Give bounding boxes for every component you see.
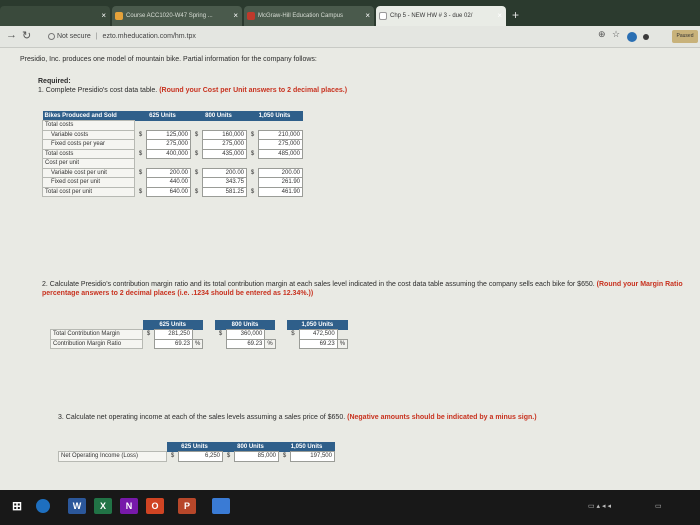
answer-input[interactable]: 261.90 (259, 178, 303, 188)
answer-input[interactable]: 360,000 (227, 330, 265, 340)
empty-cell (203, 159, 247, 169)
currency-sign: $ (250, 150, 255, 157)
currency-sign (287, 339, 299, 349)
q1-prompt-text: 1. Complete Presidio's cost data table. (38, 87, 158, 94)
column-header: 1,050 Units (287, 320, 347, 330)
table-row (43, 187, 303, 197)
star-icon[interactable]: ☆ (612, 29, 621, 39)
answer-input[interactable]: 435,000 (203, 149, 247, 159)
currency-sign (191, 121, 203, 131)
answer-input[interactable]: 6,250 (179, 452, 223, 462)
answer-input[interactable]: 275,000 (203, 140, 247, 150)
q2-prompt (42, 280, 692, 298)
currency-sign (135, 140, 147, 150)
new-tab-button[interactable]: + (512, 8, 520, 22)
info-circle-icon (48, 33, 55, 40)
row-label: Fixed cost per unit (43, 178, 135, 188)
q3-prompt-text: 3. Calculate net operating income at each of the sales levels assuming a sales price of $650. (58, 414, 346, 421)
row-label: Total Contribution Margin (51, 330, 143, 340)
answer-input[interactable]: 275,000 (147, 140, 191, 150)
windows-taskbar (0, 490, 700, 525)
tray-notification-icon[interactable]: ▭ (655, 503, 662, 510)
currency-sign: $ (194, 150, 199, 157)
column-spacer (275, 339, 287, 349)
windows-start-icon[interactable]: ⊞ (11, 499, 23, 513)
url-separator: | (95, 33, 98, 40)
cost-table-body (43, 121, 303, 197)
currency-sign: $ (291, 331, 295, 338)
q3-hint: (Negative amounts should be indicated by a minus sign.) (347, 414, 537, 421)
column-header: Bikes Produced and Sold (43, 111, 135, 121)
column-spacer (275, 330, 287, 340)
answer-input[interactable]: 200.00 (259, 168, 303, 178)
column-spacer (203, 330, 215, 340)
reload-icon[interactable]: ↻ (22, 30, 32, 42)
column-header: 625 Units (135, 111, 191, 121)
page-content (0, 48, 700, 490)
currency-sign: $ (218, 331, 223, 338)
row-label: Total costs (43, 149, 135, 159)
browser-tab-bar (0, 0, 700, 26)
contribution-table-body (51, 330, 348, 349)
currency-sign: $ (194, 169, 199, 176)
q3-prompt (58, 414, 537, 421)
table-row (43, 130, 303, 140)
intro-text: Presidio, Inc. produces one model of mountain bike. Partial information for the company follows: (20, 56, 317, 63)
answer-input[interactable]: 281,250 (155, 330, 193, 340)
address-bar-row (0, 26, 700, 48)
close-tab-icon[interactable]: × (101, 11, 106, 20)
cost-data-table (42, 111, 303, 197)
answer-input[interactable]: 485,000 (259, 149, 303, 159)
tab-course[interactable] (112, 6, 242, 26)
answer-input[interactable]: 581.25 (203, 187, 247, 197)
q2-prompt-text: 2. Calculate Presidio's contribution margin ratio and its total contribution margin at each sales level indicated in the cost data table assuming the company sells each bike for $650. (42, 281, 595, 288)
row-label: Variable cost per unit (43, 168, 135, 178)
contribution-margin-table (50, 320, 348, 349)
answer-input[interactable]: 125,000 (147, 130, 191, 140)
empty-cell (203, 121, 247, 131)
currency-sign: $ (138, 131, 143, 138)
table-row (43, 168, 303, 178)
currency-sign (247, 140, 259, 150)
currency-sign: $ (250, 131, 255, 138)
currency-sign: $ (138, 150, 143, 157)
answer-input[interactable]: 343.75 (203, 178, 247, 188)
tab-label: Chp 5 - NEW HW # 3 - due 02/ (390, 13, 473, 19)
answer-input[interactable]: 160,000 (203, 130, 247, 140)
column-header: 625 Units (143, 320, 203, 330)
currency-sign: $ (226, 453, 231, 460)
empty-cell (147, 121, 191, 131)
currency-sign: $ (194, 131, 199, 138)
tab-label: McGraw-Hill Education Campus (258, 13, 344, 19)
empty-cell (259, 121, 303, 131)
currency-sign: $ (250, 169, 255, 176)
header-spacer (275, 320, 287, 330)
empty-cell (259, 159, 303, 169)
percent-sign: % (337, 339, 347, 349)
currency-sign (247, 121, 259, 131)
url-field[interactable] (48, 30, 568, 44)
word-app-icon[interactable]: W (68, 498, 86, 514)
empty-cell (337, 330, 347, 340)
empty-cell (265, 330, 275, 340)
table-header-row (59, 442, 335, 452)
cortana-icon[interactable] (36, 499, 50, 513)
row-label: Fixed costs per year (43, 140, 135, 150)
currency-sign (247, 178, 259, 188)
row-label: Cost per unit (43, 159, 135, 169)
currency-sign (135, 159, 147, 169)
table-row (43, 140, 303, 150)
header-spacer (59, 442, 167, 452)
row-label: Net Operating Income (Loss) (59, 452, 167, 462)
tab-pinned[interactable] (0, 6, 110, 26)
currency-sign (135, 178, 147, 188)
table-row (51, 339, 348, 349)
table-row (51, 330, 348, 340)
extension-icon[interactable] (627, 32, 637, 42)
currency-sign: $ (138, 169, 143, 176)
net-operating-income-table (58, 442, 335, 462)
row-label: Total cost per unit (43, 187, 135, 197)
currency-sign (143, 339, 155, 349)
close-tab-icon[interactable]: × (365, 11, 370, 20)
currency-sign (247, 159, 259, 169)
table-header-row (51, 320, 348, 330)
currency-sign (191, 178, 203, 188)
answer-input[interactable]: 472,500 (299, 330, 337, 340)
mcgraw-hill-favicon-icon (247, 12, 255, 20)
required-label: Required: (38, 78, 71, 85)
excel-app-icon[interactable]: X (94, 498, 112, 514)
currency-sign: $ (138, 188, 143, 195)
header-spacer (203, 320, 215, 330)
zoom-icon[interactable]: ⊕ (598, 29, 606, 39)
tray-icons[interactable]: ▭ ▴ ◂ ◂ (588, 503, 611, 510)
tab-mcgraw-hill[interactable] (244, 6, 374, 26)
column-header: 1,050 Units (247, 111, 303, 121)
column-header: 1,050 Units (279, 442, 335, 452)
currency-sign: $ (146, 331, 151, 338)
answer-input[interactable]: 197,500 (291, 452, 335, 462)
column-spacer (203, 339, 215, 349)
answer-input[interactable]: 69.23 (299, 339, 337, 349)
currency-sign (215, 339, 227, 349)
document-favicon-icon (379, 12, 387, 20)
answer-input[interactable]: 200.00 (147, 168, 191, 178)
onenote-app-icon[interactable]: N (120, 498, 138, 514)
close-tab-icon[interactable]: × (497, 11, 502, 20)
answer-input[interactable]: 69.23 (227, 339, 265, 349)
table-header-row (43, 111, 303, 121)
answer-input[interactable]: 640.00 (147, 187, 191, 197)
table-row (43, 149, 303, 159)
outlook-app-icon[interactable]: O (146, 498, 164, 514)
table-row (59, 452, 335, 462)
empty-cell (147, 159, 191, 169)
answer-input[interactable]: 69.23 (155, 339, 193, 349)
q1-prompt (38, 87, 347, 94)
currency-sign: $ (250, 188, 255, 195)
close-tab-icon[interactable]: × (233, 11, 238, 20)
row-label: Variable costs (43, 130, 135, 140)
column-header: 800 Units (223, 442, 279, 452)
extension-dot-icon[interactable] (643, 34, 649, 40)
row-label: Contribution Margin Ratio (51, 339, 143, 349)
currency-sign: $ (282, 453, 287, 460)
percent-sign: % (265, 339, 275, 349)
q1-hint: (Round your Cost per Unit answers to 2 decimal places.) (159, 87, 348, 94)
percent-sign: % (193, 339, 203, 349)
column-header: 800 Units (191, 111, 247, 121)
empty-cell (193, 330, 203, 340)
tab-label: Course ACC1020-W47 Spring ... (126, 13, 213, 19)
currency-sign: $ (194, 188, 199, 195)
column-header: 800 Units (215, 320, 275, 330)
currency-sign: $ (170, 453, 175, 460)
currency-sign (191, 140, 203, 150)
table-row (43, 121, 303, 131)
forward-arrow-icon[interactable]: → (6, 29, 17, 41)
answer-input[interactable]: 461.90 (259, 187, 303, 197)
chrome-app-icon[interactable] (212, 498, 230, 514)
table-row (43, 178, 303, 188)
course-favicon-icon (115, 12, 123, 20)
q2-hint: (Round your Margin Ratio percentage answers to 2 decimal places (i.e. .1234 should be entered as 12.34%.)) (42, 281, 683, 297)
table-row (43, 159, 303, 169)
answer-input[interactable]: 400,000 (147, 149, 191, 159)
answer-input[interactable]: 210,000 (259, 130, 303, 140)
currency-sign (191, 159, 203, 169)
security-label: Not secure (56, 33, 91, 40)
currency-sign (135, 121, 147, 131)
powerpoint-app-icon[interactable]: P (178, 498, 196, 514)
url-text: ezto.mheducation.com/hm.tpx (102, 33, 196, 40)
answer-input[interactable]: 275,000 (259, 140, 303, 150)
answer-input[interactable]: 440.00 (147, 178, 191, 188)
answer-input[interactable]: 85,000 (235, 452, 279, 462)
row-label: Total costs (43, 121, 135, 131)
tab-homework[interactable] (376, 6, 506, 26)
answer-input[interactable]: 200.00 (203, 168, 247, 178)
header-spacer (51, 320, 143, 330)
profile-paused-button[interactable]: Paused (672, 30, 698, 43)
column-header: 625 Units (167, 442, 223, 452)
